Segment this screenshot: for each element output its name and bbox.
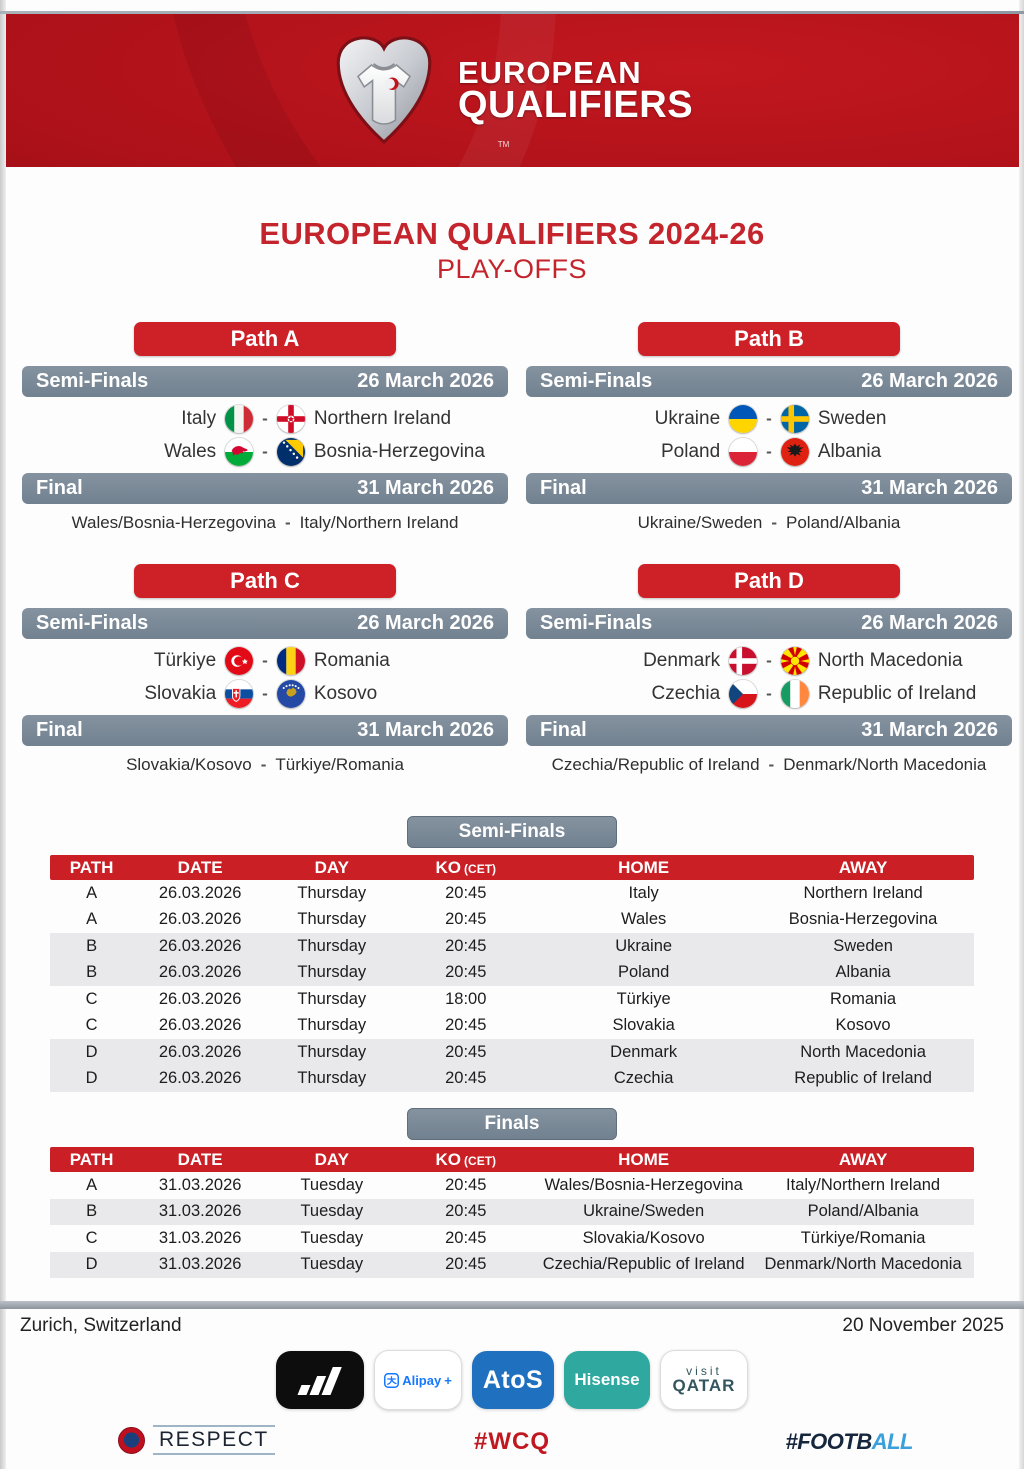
cell-ko: 18:00	[445, 989, 487, 1008]
cell-path: D	[85, 1042, 98, 1061]
vs-dash: -	[262, 441, 268, 461]
cell-home: Wales/Bosnia-Herzegovina	[544, 1175, 743, 1194]
vs-dash: -	[262, 408, 268, 428]
semi-finals-label: Semi-Finals	[36, 612, 149, 634]
column-header: DATE	[177, 1149, 223, 1169]
cell-home: Ukraine	[615, 936, 673, 955]
table-row	[50, 986, 974, 1013]
final-bar	[526, 715, 1012, 746]
table-header-row	[50, 1147, 974, 1172]
vs-dash: -	[766, 408, 772, 428]
vs-dash: -	[262, 683, 268, 703]
kosovo-flag-icon	[277, 680, 305, 708]
final-label: Final	[540, 477, 587, 499]
cell-day: Tuesday	[300, 1228, 364, 1247]
table-header-row	[50, 855, 974, 880]
away-team-name: Republic of Ireland	[817, 682, 977, 704]
away-team-name: Romania	[313, 649, 390, 671]
final-away-team: Poland/Albania	[786, 513, 901, 532]
cell-path: C	[85, 1016, 98, 1035]
final-home-team: Wales/Bosnia-Herzegovina	[71, 513, 276, 532]
semi-final-match	[22, 402, 508, 435]
alipay-icon	[384, 1373, 399, 1388]
page-subtitle: PLAY-OFFS	[436, 254, 588, 284]
cell-date: 31.03.2026	[158, 1202, 242, 1221]
cell-path: A	[86, 883, 98, 902]
respect-wordmark: RESPECT	[153, 1425, 275, 1455]
cell-away: Bosnia-Herzegovina	[788, 910, 938, 929]
vs-dash: -	[771, 513, 778, 532]
cell-away: Albania	[835, 963, 891, 982]
final-date: 31 March 2026	[861, 719, 998, 741]
adidas-logo	[276, 1351, 364, 1409]
semi-final-match	[22, 677, 508, 710]
banner-wordmark	[457, 54, 694, 127]
away-team-name: North Macedonia	[817, 649, 963, 671]
column-header: HOME	[618, 1149, 670, 1169]
table-title-pill-finals: Finals	[407, 1108, 617, 1140]
cell-home: Czechia	[613, 1069, 674, 1088]
path-block-b	[526, 322, 1012, 533]
bosnia-herzegovina-flag-icon	[277, 438, 305, 466]
vs-dash: -	[285, 513, 291, 532]
cell-home: Slovakia/Kosovo	[582, 1228, 705, 1247]
home-team-name: Poland	[660, 440, 721, 462]
table-row	[50, 1066, 974, 1093]
semi-final-match	[526, 435, 1012, 468]
path-title-pill: Path D	[638, 564, 900, 598]
away-team-name: Bosnia-Herzegovina	[313, 440, 485, 462]
cell-date: 31.03.2026	[158, 1175, 242, 1194]
cell-away: Italy/Northern Ireland	[786, 1175, 941, 1194]
poland-flag-icon	[729, 438, 757, 466]
semi-final-match	[22, 644, 508, 677]
visit-qatar-logo	[660, 1350, 748, 1410]
footer-location: Zurich, Switzerland	[20, 1315, 182, 1336]
visit-qatar-line1: visit	[686, 1364, 722, 1379]
banner-logo	[6, 14, 1019, 167]
home-team-name: Wales	[164, 440, 217, 462]
vs-dash: -	[766, 441, 772, 461]
final-match	[22, 504, 508, 533]
path-title-pill: Path B	[638, 322, 900, 356]
header-banner	[6, 14, 1019, 167]
cell-away: Kosovo	[835, 1016, 891, 1035]
final-away-team: Italy/Northern Ireland	[299, 513, 459, 532]
final-bar	[22, 473, 508, 504]
cell-day: Tuesday	[300, 1175, 364, 1194]
cell-ko: 20:45	[445, 1202, 487, 1221]
final-match	[22, 746, 508, 775]
final-match	[526, 746, 1012, 775]
cell-ko: 20:45	[445, 1069, 487, 1088]
schedule-table	[50, 1147, 974, 1278]
italy-flag-icon	[225, 405, 253, 433]
cell-day: Thursday	[297, 963, 367, 982]
path-title-pill: Path A	[134, 322, 396, 356]
cell-path: C	[85, 1228, 98, 1247]
semi-finals-label: Semi-Finals	[540, 370, 653, 392]
cell-home: Wales	[621, 910, 667, 929]
final-bar	[22, 715, 508, 746]
table-row	[50, 960, 974, 987]
cell-away: Northern Ireland	[803, 883, 923, 902]
semi-final-match	[526, 677, 1012, 710]
visit-qatar-line2: QATAR	[672, 1376, 736, 1396]
slovakia-flag-icon	[225, 680, 253, 708]
path-title-pill: Path C	[134, 564, 396, 598]
football-hashtag	[786, 1429, 914, 1455]
cell-day: Thursday	[297, 1069, 367, 1088]
final-date: 31 March 2026	[357, 477, 494, 499]
vs-dash: -	[262, 650, 268, 670]
column-header: DAY	[314, 857, 349, 877]
semi-finals-date: 26 March 2026	[357, 370, 494, 392]
cell-date: 26.03.2026	[158, 936, 242, 955]
home-team-name: Italy	[181, 407, 217, 429]
trademark-label: TM	[497, 140, 510, 149]
cell-date: 26.03.2026	[158, 989, 242, 1008]
footer-meta	[20, 1315, 1004, 1337]
path-block-d	[526, 564, 1012, 775]
cell-ko: 20:45	[445, 963, 487, 982]
cell-day: Thursday	[297, 936, 367, 955]
cell-path: D	[85, 1069, 98, 1088]
semi-final-match	[526, 402, 1012, 435]
north-macedonia-flag-icon	[781, 647, 809, 675]
atos-wordmark: AtoS	[482, 1365, 544, 1394]
cell-date: 26.03.2026	[158, 1069, 242, 1088]
albania-flag-icon	[781, 438, 809, 466]
cell-date: 26.03.2026	[158, 963, 242, 982]
home-team-name: Ukraine	[654, 407, 721, 429]
semi-finals-bar	[22, 608, 508, 639]
semi-final-matches	[22, 639, 508, 715]
column-header: PATH	[69, 857, 114, 877]
semi-finals-bar	[526, 366, 1012, 397]
away-team-name: Sweden	[817, 407, 887, 429]
cell-home: Ukraine/Sweden	[583, 1202, 705, 1221]
table-row	[50, 1252, 974, 1279]
cell-path: D	[85, 1255, 98, 1274]
table-row	[50, 1172, 974, 1199]
table-row	[50, 880, 974, 907]
wcq-hashtag: #WCQ	[474, 1428, 550, 1455]
vs-dash: -	[260, 755, 267, 774]
sweden-flag-icon	[781, 405, 809, 433]
vs-dash: -	[766, 650, 772, 670]
cell-date: 31.03.2026	[158, 1255, 242, 1274]
table-row	[50, 933, 974, 960]
cell-away: Poland/Albania	[807, 1202, 919, 1221]
cell-date: 26.03.2026	[158, 1016, 242, 1035]
home-team-name: Denmark	[643, 649, 721, 671]
final-date: 31 March 2026	[357, 719, 494, 741]
hisense-logo	[564, 1351, 650, 1409]
away-team-name: Northern Ireland	[313, 407, 452, 429]
final-match	[526, 504, 1012, 533]
cell-away: Republic of Ireland	[794, 1069, 932, 1088]
atos-logo	[472, 1351, 554, 1409]
denmark-flag-icon	[729, 647, 757, 675]
adidas-trefoil-icon	[294, 1364, 346, 1396]
cell-ko: 20:45	[445, 910, 487, 929]
column-header: KO (CET)	[435, 857, 497, 877]
cell-home: Czechia/Republic of Ireland	[542, 1255, 745, 1274]
table-row	[50, 907, 974, 934]
ukraine-flag-icon	[729, 405, 757, 433]
cell-date: 26.03.2026	[158, 910, 242, 929]
cell-home: Slovakia	[612, 1016, 675, 1035]
column-header: KO (CET)	[435, 1149, 497, 1169]
schedule-tables	[0, 816, 1024, 1278]
semi-final-matches	[526, 639, 1012, 715]
cell-date: 31.03.2026	[158, 1228, 242, 1247]
cell-day: Thursday	[297, 989, 367, 1008]
semi-final-matches	[526, 397, 1012, 473]
semi-finals-label: Semi-Finals	[540, 612, 653, 634]
cell-home: Denmark	[610, 1042, 678, 1061]
cell-day: Thursday	[297, 1042, 367, 1061]
home-team-name: Slovakia	[144, 682, 217, 704]
column-header: HOME	[618, 857, 670, 877]
cell-path: A	[86, 1175, 98, 1194]
final-date: 31 March 2026	[861, 477, 998, 499]
vs-dash: -	[768, 755, 775, 774]
cell-away: North Macedonia	[800, 1042, 926, 1061]
path-block-c	[22, 564, 508, 775]
alipay-plus: +	[444, 1372, 452, 1388]
footer-date: 20 November 2025	[842, 1315, 1004, 1336]
table-row	[50, 1013, 974, 1040]
cell-away: Romania	[830, 989, 897, 1008]
footer-divider	[0, 1301, 1024, 1309]
column-header: AWAY	[838, 1149, 888, 1169]
final-home-team: Slovakia/Kosovo	[126, 755, 252, 774]
away-team-name: Kosovo	[313, 682, 378, 704]
cell-day: Thursday	[297, 1016, 367, 1035]
final-away-team: Denmark/North Macedonia	[783, 755, 987, 774]
column-header: DAY	[314, 1149, 349, 1169]
away-team-name: Albania	[817, 440, 882, 462]
cell-path: B	[86, 963, 98, 982]
final-home-team: Ukraine/Sweden	[637, 513, 763, 532]
playoff-paths-grid	[22, 322, 1012, 775]
cell-date: 26.03.2026	[158, 1042, 242, 1061]
cell-path: B	[86, 1202, 98, 1221]
cell-ko: 20:45	[445, 1255, 487, 1274]
column-header: DATE	[177, 857, 223, 877]
alipay-wordmark: Alipay	[402, 1372, 442, 1388]
final-label: Final	[36, 719, 83, 741]
turkiye-flag-icon	[225, 647, 253, 675]
cell-ko: 20:45	[445, 883, 487, 902]
cell-date: 26.03.2026	[158, 883, 242, 902]
banner-wordmark-line1: EUROPEAN	[457, 54, 642, 90]
cell-home: Poland	[617, 963, 670, 982]
cell-away: Sweden	[833, 936, 893, 955]
semi-final-match	[526, 644, 1012, 677]
ireland-flag-icon	[781, 680, 809, 708]
european-qualifiers-heart-logo-icon	[332, 27, 436, 155]
table-title-pill-semifinals: Semi-Finals	[407, 816, 617, 848]
cell-day: Tuesday	[300, 1202, 364, 1221]
semi-finals-date: 26 March 2026	[861, 370, 998, 392]
semi-finals-bar	[526, 608, 1012, 639]
northern-ireland-flag-icon	[277, 405, 305, 433]
column-header: PATH	[69, 1149, 114, 1169]
sponsors-row	[0, 1350, 1024, 1410]
alipay-logo	[374, 1350, 462, 1410]
semi-finals-label: Semi-Finals	[36, 370, 149, 392]
final-label: Final	[540, 719, 587, 741]
final-label: Final	[36, 477, 83, 499]
cell-path: B	[86, 936, 98, 955]
page-title: EUROPEAN QUALIFIERS 2024-26	[259, 216, 765, 251]
final-bar	[526, 473, 1012, 504]
semi-final-match	[22, 435, 508, 468]
semi-finals-date: 26 March 2026	[861, 612, 998, 634]
czechia-flag-icon	[729, 680, 757, 708]
final-home-team: Czechia/Republic of Ireland	[551, 755, 760, 774]
cell-away: Denmark/North Macedonia	[764, 1255, 962, 1274]
banner-wordmark-line2: QUALIFIERS	[457, 84, 694, 127]
cell-day: Tuesday	[300, 1255, 364, 1274]
cell-home: Italy	[628, 883, 659, 902]
path-block-a	[22, 322, 508, 533]
cell-home: Türkiye	[616, 989, 671, 1008]
column-header: AWAY	[838, 857, 888, 877]
home-team-name: Czechia	[651, 682, 721, 704]
table-row	[50, 1199, 974, 1226]
hisense-wordmark: Hisense	[574, 1370, 640, 1389]
cell-ko: 20:45	[445, 1016, 487, 1035]
home-team-name: Türkiye	[153, 649, 217, 671]
schedule-table	[50, 855, 974, 1092]
cell-day: Thursday	[297, 910, 367, 929]
cell-ko: 20:45	[445, 936, 487, 955]
semi-final-matches	[22, 397, 508, 473]
table-row	[50, 1225, 974, 1252]
table-row	[50, 1039, 974, 1066]
romania-flag-icon	[277, 647, 305, 675]
cell-ko: 20:45	[445, 1228, 487, 1247]
football-hashtag-dark: #FOOTB	[785, 1429, 872, 1454]
cell-ko: 20:45	[445, 1175, 487, 1194]
semi-finals-date: 26 March 2026	[357, 612, 494, 634]
cell-day: Thursday	[297, 883, 367, 902]
wales-flag-icon	[225, 438, 253, 466]
semi-finals-bar	[22, 366, 508, 397]
cell-path: A	[86, 910, 98, 929]
vs-dash: -	[766, 683, 772, 703]
football-hashtag-light: ALL	[871, 1429, 913, 1454]
cell-path: C	[85, 989, 98, 1008]
final-away-team: Türkiye/Romania	[275, 755, 404, 774]
cell-ko: 20:45	[445, 1042, 487, 1061]
cell-away: Türkiye/Romania	[800, 1228, 926, 1247]
